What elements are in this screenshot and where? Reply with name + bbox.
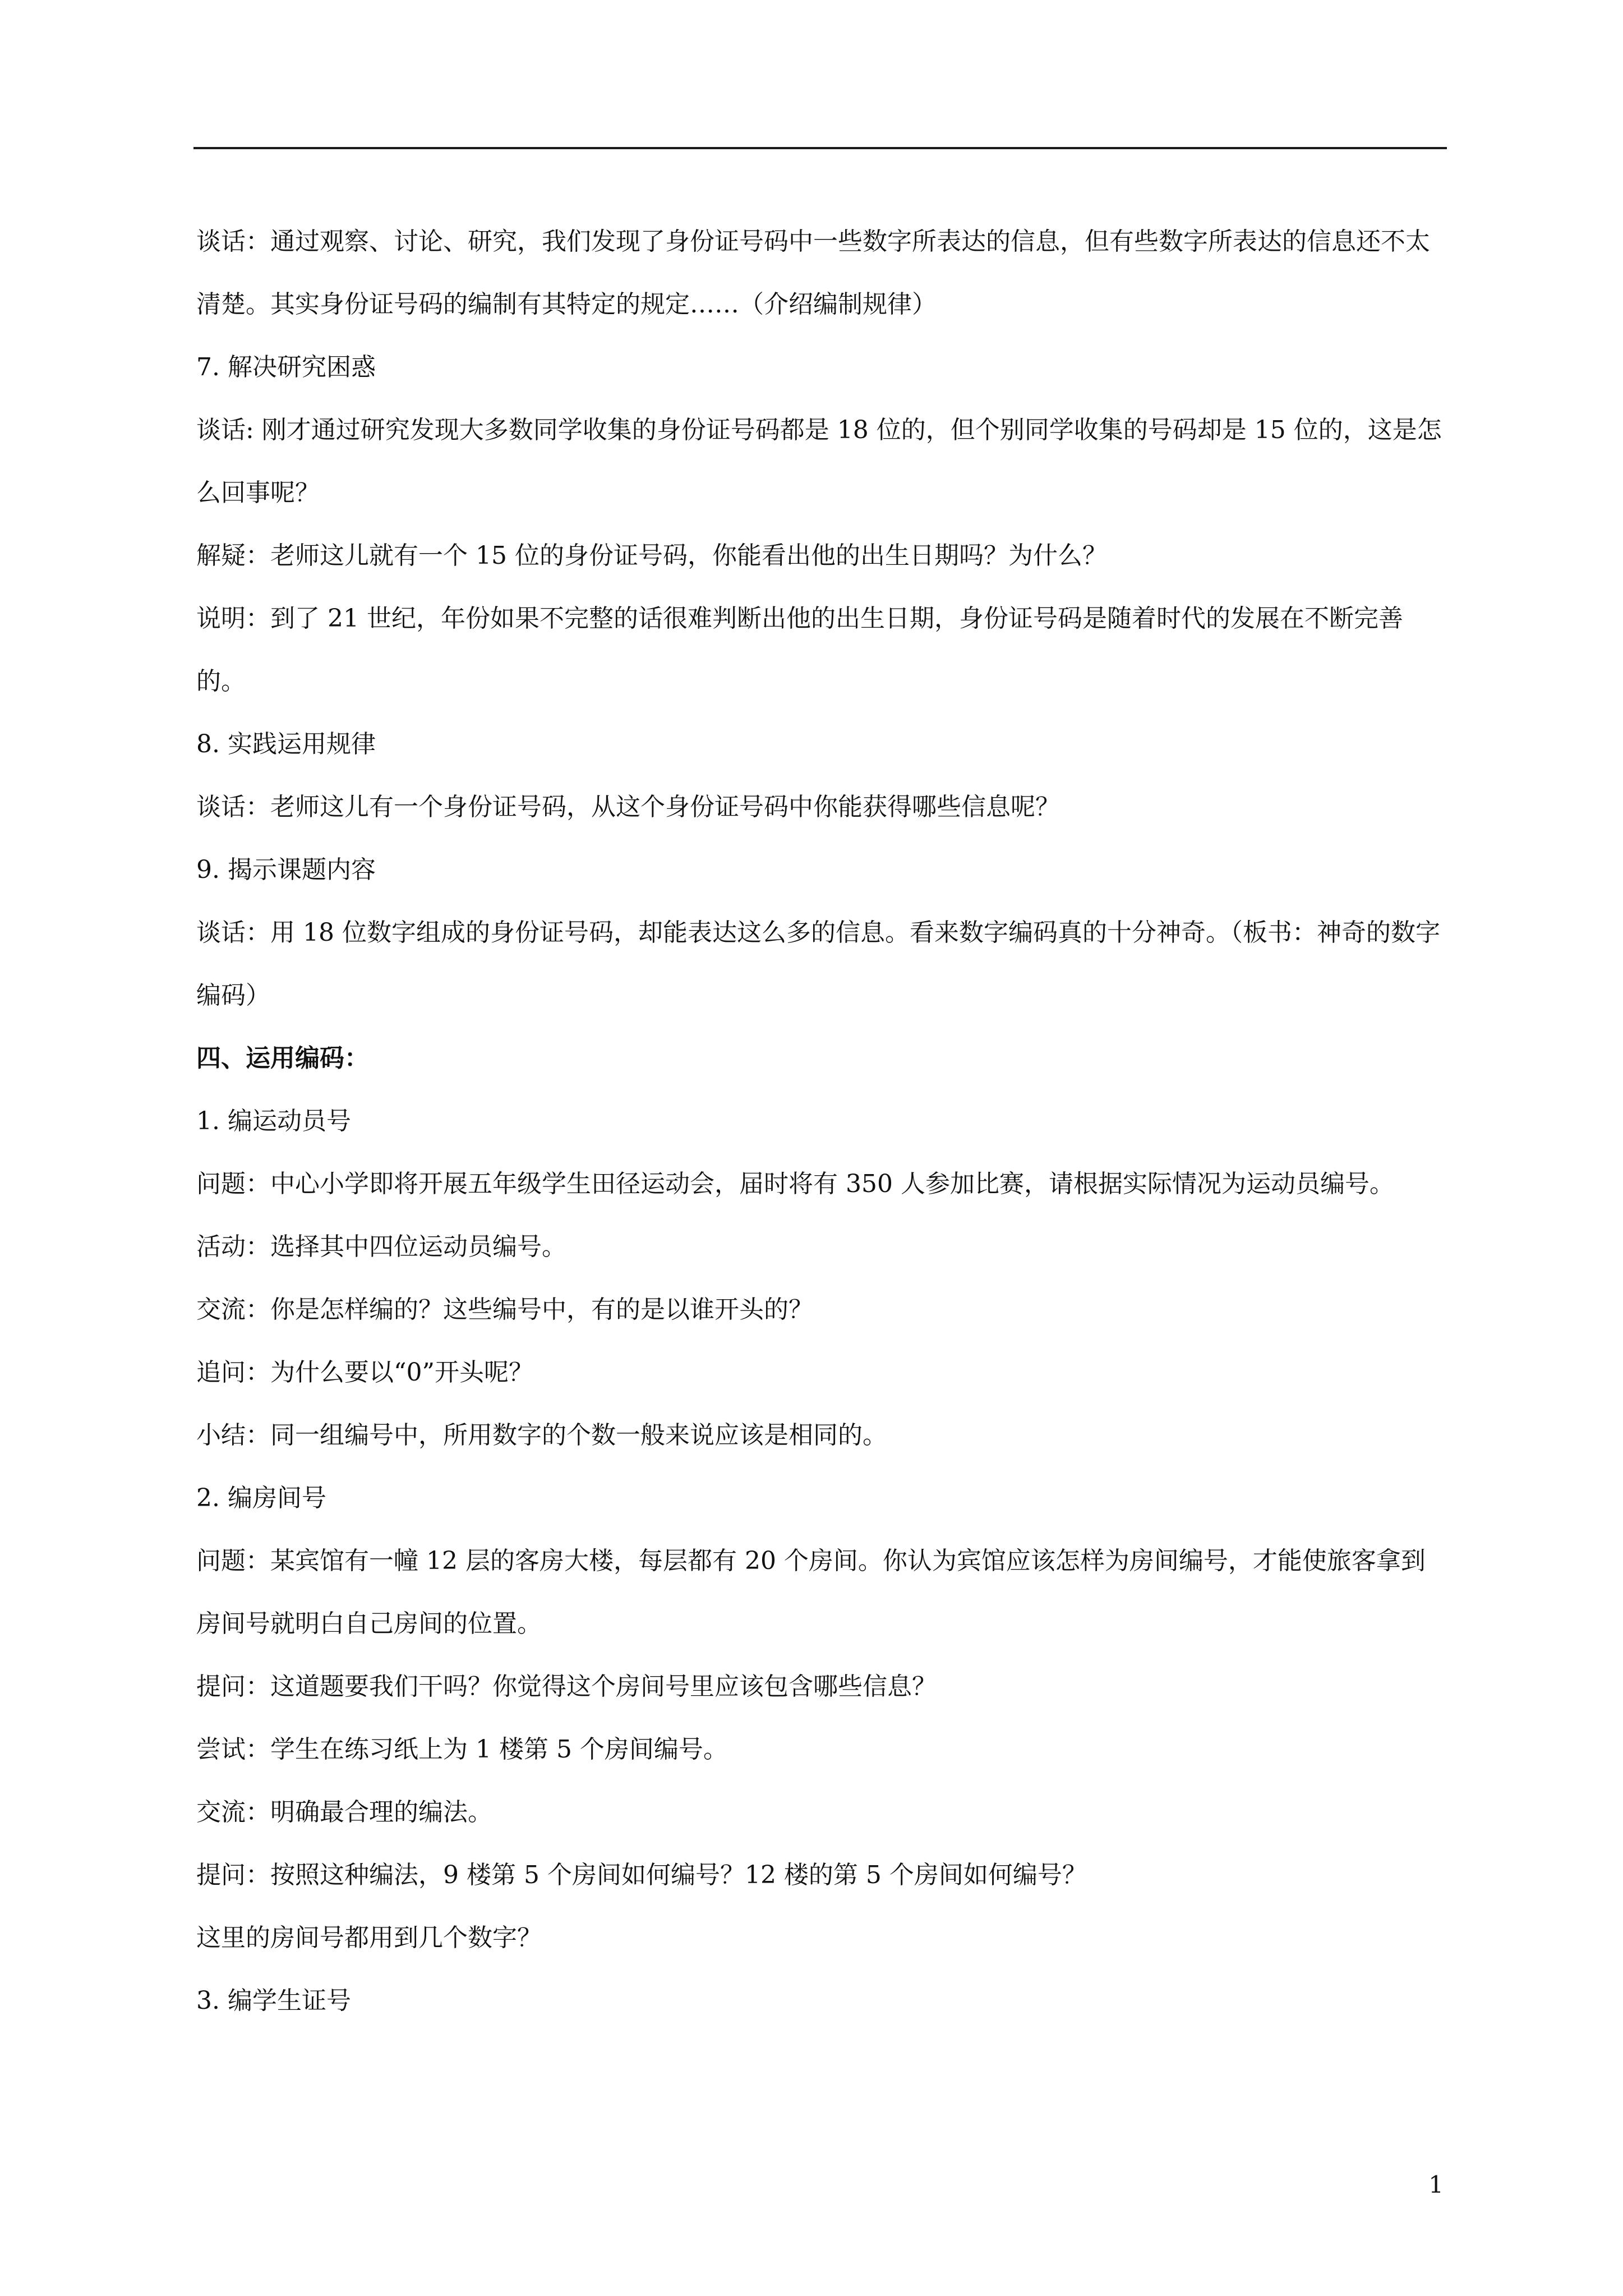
section-item: 3. 编学生证号 [196,1986,351,2015]
paragraph: 追问：为什么要以“0”开头呢？ [196,1358,533,1387]
paragraph: 交流：你是怎样编的？这些编号中，有的是以谁开头的？ [196,1295,813,1324]
paragraph: 尝试：学生在练习纸上为 1 楼第 5 个房间编号。 [196,1735,728,1764]
section-item: 7. 解决研究困惑 [196,353,376,381]
section-heading: 四、运用编码： [196,1044,369,1073]
paragraph: 谈话: 刚才通过研究发现大多数同学收集的身份证号码都是 18 位的，但个别同学收集的号码却是 15 位的，这是怎么回事呢？ [196,416,1442,507]
paragraph: 问题：中心小学即将开展五年级学生田径运动会，届时将有 350 人参加比赛，请根据实际情况为运动员编号。 [196,1170,1394,1198]
paragraph: 提问：按照这种编法，9 楼第 5 个房间如何编号？12 楼的第 5 个房间如何编号？ [196,1861,1087,1889]
document-body [196,210,1447,2032]
section-item: 8. 实践运用规律 [196,730,376,758]
paragraph: 谈话：老师这儿有一个身份证号码，从这个身份证号码中你能获得哪些信息呢？ [196,793,1060,821]
section-item: 2. 编房间号 [196,1484,326,1512]
paragraph: 交流：明确最合理的编法。 [196,1798,492,1826]
section-item: 1. 编运动员号 [196,1107,351,1135]
paragraph: 解疑：老师这儿就有一个 15 位的身份证号码，你能看出他的出生日期吗？为什么？ [196,541,1107,570]
paragraph: 提问：这道题要我们干吗？你觉得这个房间号里应该包含哪些信息？ [196,1672,937,1701]
section-item: 9. 揭示课题内容 [196,855,376,884]
paragraph: 这里的房间号都用到几个数字？ [196,1924,542,1952]
paragraph: 谈话：用 18 位数字组成的身份证号码，却能表达这么多的信息。看来数字编码真的十分神奇。（板书：神奇的数字编码） [196,918,1440,1010]
page-number: 1 [1428,2171,1444,2198]
header-rule [193,147,1447,149]
paragraph: 谈话：通过观察、讨论、研究，我们发现了身份证号码中一些数字所表达的信息，但有些数字所表达的信息还不太清楚。其实身份证号码的编制有其特定的规定……（介绍编制规律） [196,227,1430,319]
paragraph: 小结：同一组编号中，所用数字的个数一般来说应该是相同的。 [196,1421,887,1450]
paragraph: 说明：到了 21 世纪，年份如果不完整的话很难判断出他的出生日期，身份证号码是随着时代的发展在不断完善的。 [196,604,1403,696]
paragraph: 问题：某宾馆有一幢 12 层的客房大楼，每层都有 20 个房间。你认为宾馆应该怎样为房间编号，才能使旅客拿到房间号就明白自己房间的位置。 [196,1547,1426,1638]
paragraph: 活动：选择其中四位运动员编号。 [196,1232,566,1261]
